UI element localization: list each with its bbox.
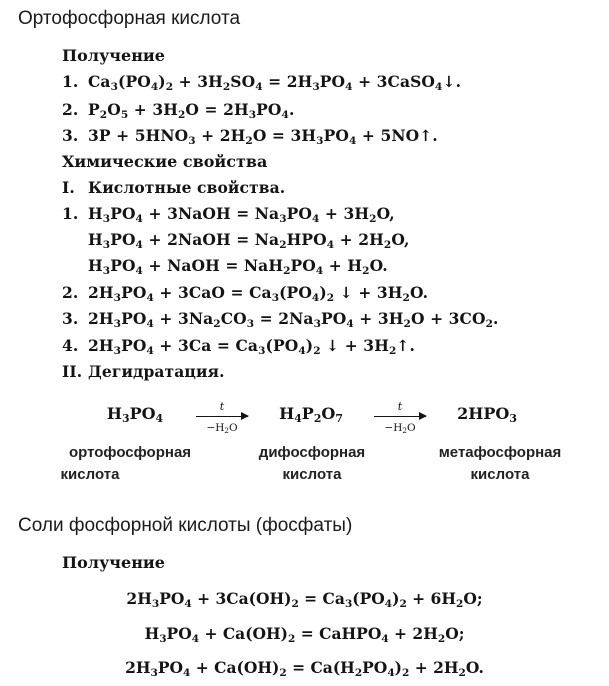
- compound-name-diphosphoric: дифосфорная: [258, 444, 366, 461]
- section-title-orthophosphoric-acid: Ортофосфорная кислота: [18, 8, 241, 29]
- reaction-equation: $2H_3PO_4 + 3Ca = Ca_3(PO_4)_2$ ↓ + $3H_2↑$.: [88, 336, 415, 357]
- compound-formula-metaphosphoric: $2HPO_3$: [457, 404, 517, 426]
- compound-name-orthophosphoric: ортофосфорная: [68, 444, 192, 461]
- reaction-number: 2.: [62, 283, 79, 302]
- compound-name-metaphosphoric: метафосфорная: [438, 444, 562, 461]
- acid-reaction-4: [62, 336, 415, 355]
- section-title-phosphates: Соли фосфорной кислоты (фосфаты): [18, 515, 353, 536]
- acid-reaction-2: [62, 283, 428, 302]
- obtaining-reaction-1: [62, 72, 461, 91]
- roman-number: I.: [62, 178, 75, 197]
- compound-formula-orthophosphoric: $H_3PO_4$: [106, 404, 164, 426]
- reaction-equation: $H_3PO_4$ + 3NaOH = $Na_3PO_4 + 3H_2O$,: [88, 204, 395, 225]
- reaction-equation: $H_3PO_4$ + NaOH = $NaH_2PO_4 + H_2O$.: [88, 256, 388, 277]
- heading-phosphates-obtaining: Получение: [62, 553, 165, 572]
- reaction-number: 2.: [62, 100, 79, 119]
- phosphate-reaction-1: $2H_3PO_4 + 3Ca(OH)_2 = Ca_3(PO_4)_2 + 6H_2O$;: [126, 589, 483, 610]
- acid-reaction-1a: [62, 204, 395, 223]
- reaction-equation: $P_2O_5 + 3H_2O = 2H_3PO_4$.: [88, 100, 295, 121]
- reaction-number: 3.: [62, 309, 79, 328]
- heading-obtaining: Получение: [62, 46, 165, 65]
- arrow-condition-bottom: $-H_2O$: [384, 422, 416, 435]
- dehydration-label: [62, 362, 225, 381]
- phosphate-reaction-2: $H_3PO_4 + Ca(OH)_2$ = CaHPO$_4$ + $2H_2O$;: [144, 624, 465, 645]
- compound-name-orthophosphoric-acid: кислота: [60, 466, 120, 483]
- subsection-label: Кислотные свойства.: [88, 178, 286, 197]
- acid-reaction-1c: [62, 256, 388, 275]
- arrow-head-icon: [419, 412, 427, 420]
- compound-name-diphosphoric-acid: кислота: [282, 466, 342, 483]
- arrow-head-icon: [241, 412, 249, 420]
- reaction-equation: $3P + 5HNO_3 + 2H_2O = 3H_3PO_4$ + 5NO↑.: [88, 126, 438, 147]
- arrow-condition-bottom: $-H_2O$: [206, 422, 238, 435]
- compound-formula-diphosphoric: $H_4P_2O_7$: [279, 404, 343, 426]
- acid-reaction-3: [62, 309, 499, 328]
- arrow-condition-top: t: [397, 400, 403, 413]
- reaction-number: 1.: [62, 204, 79, 223]
- reaction-equation: $Ca_3(PO_4)_2 + 3H_2SO_4 = 2H_3PO_4$ + 3CaSO$_4$↓.: [88, 72, 462, 93]
- acid-properties-label: [62, 178, 285, 197]
- obtaining-reaction-3: [62, 126, 438, 145]
- reaction-equation: $H_3PO_4$ + 2NaOH = $Na_2HPO_4 + 2H_2O$,: [88, 230, 410, 251]
- reaction-number: 3.: [62, 126, 79, 145]
- phosphate-reaction-3: $2H_3PO_4 + Ca(OH)_2 = Ca(H_2PO_4)_2 + 2H_2O$.: [125, 658, 484, 679]
- obtaining-reaction-2: [62, 100, 294, 119]
- heading-chemical-properties: Химические свойства: [62, 152, 268, 171]
- acid-reaction-1b: [62, 230, 410, 249]
- compound-name-metaphosphoric-acid: кислота: [470, 466, 530, 483]
- reaction-number: 1.: [62, 72, 79, 91]
- roman-number: II.: [62, 362, 83, 381]
- reaction-number: 4.: [62, 336, 79, 355]
- reaction-equation: $2H_3PO_4 + 3Na_2CO_3 = 2Na_3PO_4 + 3H_2O + 3CO_2$.: [88, 309, 499, 330]
- subsection-label: Дегидратация.: [88, 362, 225, 381]
- arrow-condition-top: t: [219, 400, 225, 413]
- reaction-equation: $2H_3PO_4 + 3CaO = Ca_3(PO_4)_2$ ↓ + $3H_2O$.: [88, 283, 429, 304]
